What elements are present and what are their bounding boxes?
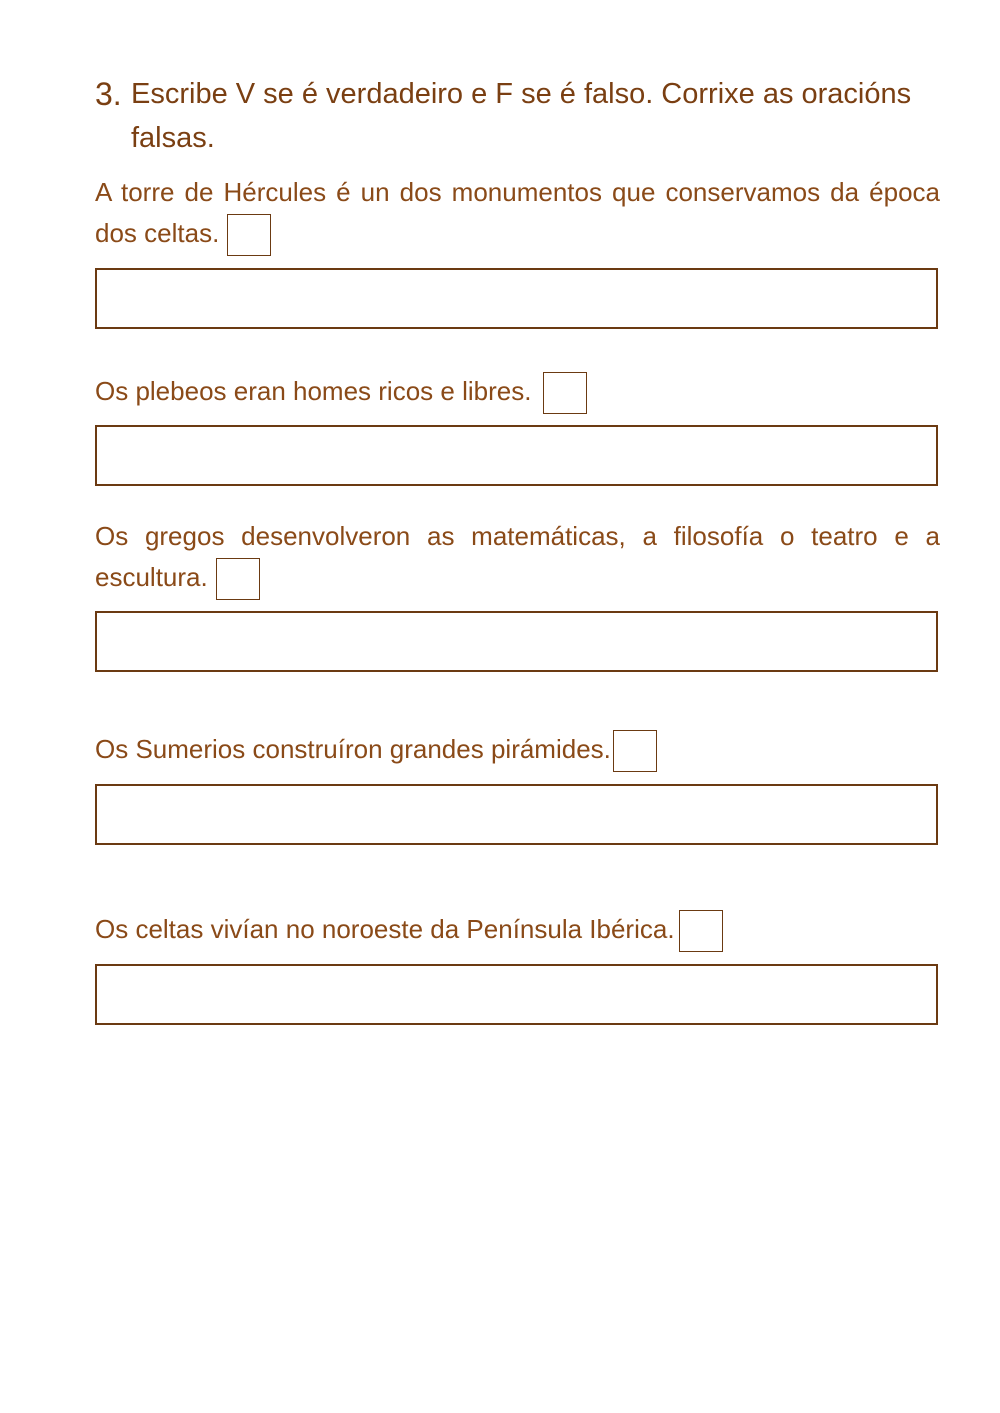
statement-3 (95, 516, 940, 600)
correction-field-5[interactable] (95, 964, 938, 1025)
correction-field-3[interactable] (95, 611, 938, 672)
statement-text: Os celtas vivían no noroeste da Península Ibérica. (95, 914, 675, 944)
statement-1 (95, 172, 940, 256)
exercise-instruction: Escribe V se é verdadeiro e F se é falso. Corrixe as oracións falsas. (131, 78, 912, 154)
correction-field-4[interactable] (95, 784, 938, 845)
statement-text: Os gregos desenvolveron as matemáticas, a filosofía o teatro e a escultura. (95, 521, 940, 592)
statement-2 (95, 371, 940, 414)
exercise-heading (95, 72, 940, 160)
statement-text: A torre de Hércules é un dos monumentos que conservamos da época dos celtas. (95, 177, 940, 248)
statement-5 (95, 909, 940, 952)
statement-4 (95, 729, 940, 772)
true-false-box-2[interactable] (543, 372, 587, 414)
true-false-box-1[interactable] (227, 214, 271, 256)
true-false-box-3[interactable] (216, 558, 260, 600)
statement-text: Os plebeos eran homes ricos e libres. (95, 376, 532, 406)
true-false-box-5[interactable] (679, 910, 723, 952)
exercise-number: 3. (95, 76, 122, 112)
true-false-box-4[interactable] (613, 730, 657, 772)
statement-text: Os Sumerios construíron grandes pirámides. (95, 734, 611, 764)
correction-field-1[interactable] (95, 268, 938, 329)
correction-field-2[interactable] (95, 425, 938, 486)
